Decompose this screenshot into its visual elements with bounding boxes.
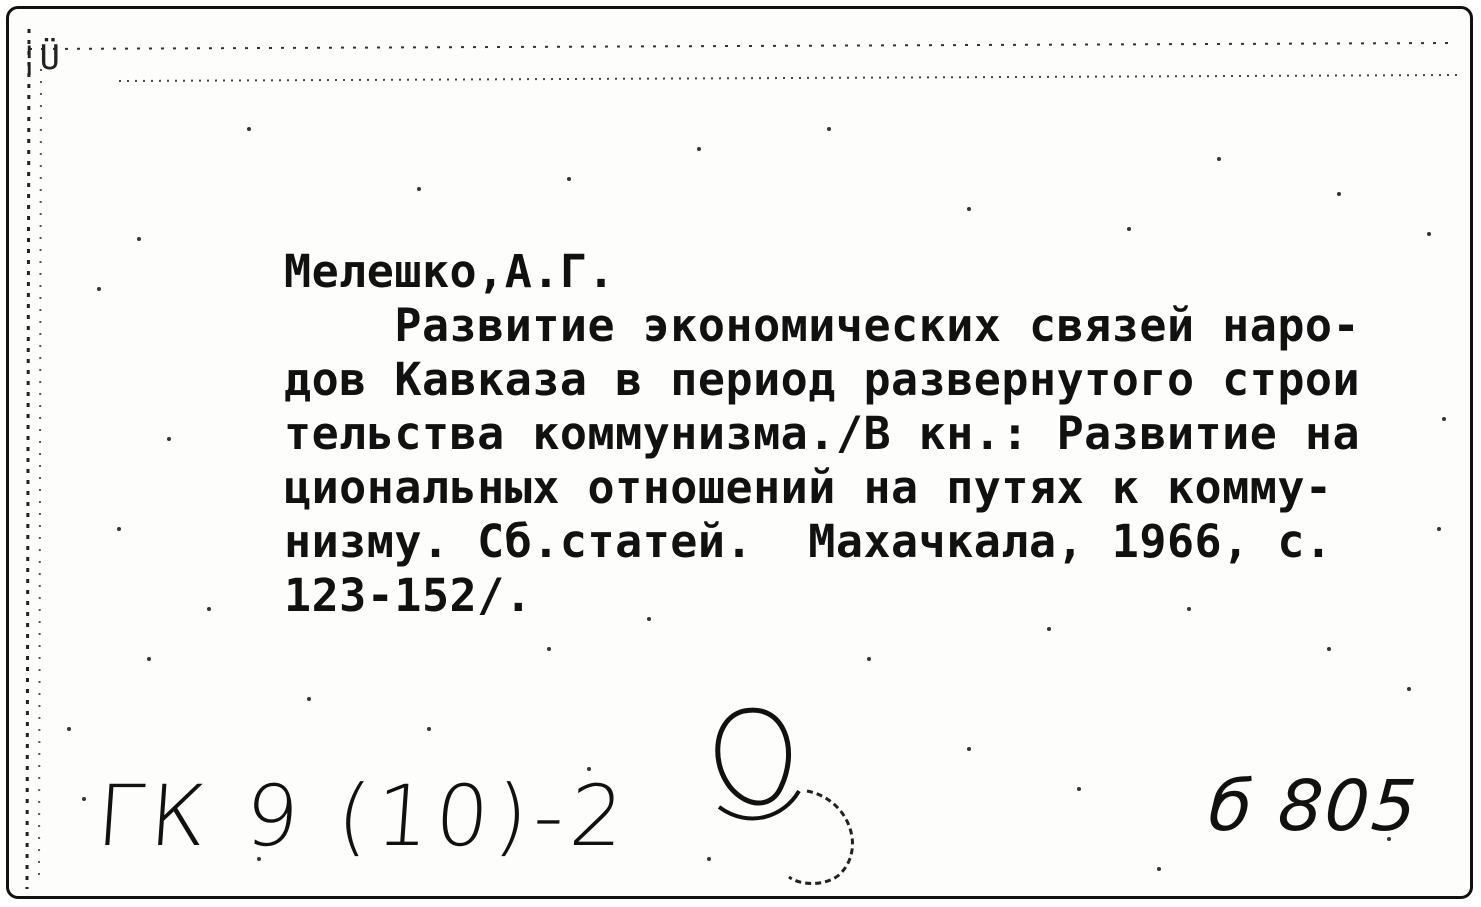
entry-line: низму. Сб.статей. Махачкала, 1966, с. xyxy=(284,515,1333,568)
entry-line: циональных отношений на путях к комму- xyxy=(284,461,1333,514)
entry-line: Развитие экономических связей наро- xyxy=(284,299,1361,352)
punch-hole xyxy=(689,699,879,889)
author-line: Мелешко,А.Г. xyxy=(284,245,616,298)
catalog-card xyxy=(6,6,1473,899)
shelf-mark: ГК 9 (10)-2 xyxy=(93,767,633,865)
svg-text:¦Ü: ¦Ü xyxy=(19,38,60,78)
bibliographic-entry xyxy=(284,245,1473,623)
accession-number: б 805 xyxy=(1206,765,1421,847)
entry-line: 123-152/. xyxy=(284,569,533,622)
entry-line: дов Кавказа в период развернутого строи xyxy=(284,353,1361,406)
entry-line: тельства коммунизма./В кн.: Развитие на xyxy=(284,407,1361,460)
